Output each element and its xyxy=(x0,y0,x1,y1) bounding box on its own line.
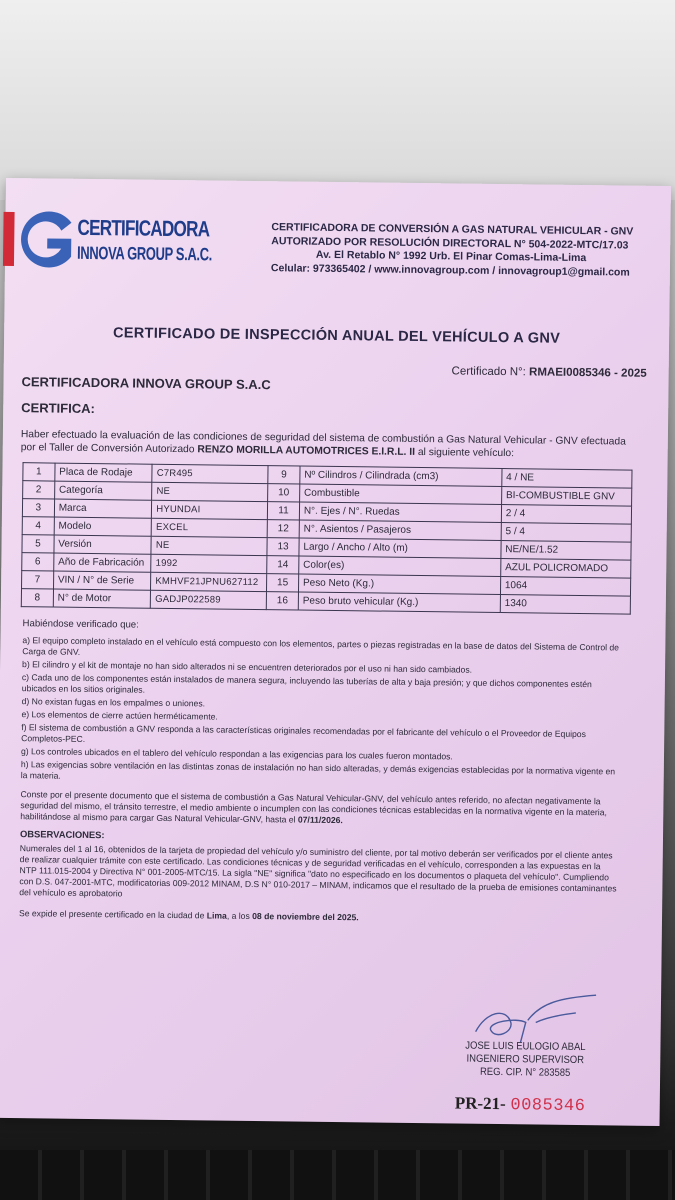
conditions-heading: Habiéndose verificado que: xyxy=(22,618,139,631)
field-value: 5 / 4 xyxy=(501,523,631,543)
field-value: BI-COMBUSTIBLE GNV xyxy=(501,487,631,507)
condition-item: g) Los controles ubicados en el tablero del vehículo respondan a las exigencias para los cuales fueron montados. xyxy=(20,746,453,762)
field-value: GADJP022589 xyxy=(151,590,267,609)
conste-paragraph xyxy=(20,789,620,829)
condition-item: f) El sistema de combustión a GNV responda a las características originales recomendadas por el fabricante del vehículo o el Proveedor de Equipos Completos-PEC. xyxy=(21,722,586,744)
certificate-number-label: Certificado N°: xyxy=(451,365,526,379)
header-address: Av. El Retablo N° 1992 Urb. El Pinar Comas-Lima-Lima xyxy=(315,248,587,265)
field-value: NE xyxy=(152,482,268,501)
field-value: C7R495 xyxy=(152,464,268,483)
header-line1: CERTIFICADORA DE CONVERSIÓN A GAS NATURAL VEHICULAR - GNV xyxy=(271,221,634,238)
field-value: 1340 xyxy=(500,595,630,615)
expide-text: Se expide el presente certificado en la ciudad de xyxy=(18,908,205,921)
field-label: Nº Cilindros / Cilindrada (cm3) xyxy=(300,466,502,486)
company-name: CERTIFICADORA INNOVA GROUP S.A.C xyxy=(21,374,271,393)
field-value: HYUNDAI xyxy=(152,500,268,519)
conste-date: 07/11/2026. xyxy=(297,814,343,826)
header-contact: Celular: 973365402 / www.innovagroup.com / innovagroup1@gmail.com xyxy=(270,261,630,279)
field-value: 4 / NE xyxy=(502,469,632,489)
condition-item: b) El cilindro y el kit de montaje no han sido alterados ni se encuentren deteriorados por el uso ni han sido cambiados. xyxy=(22,659,473,675)
field-label: VIN / N° de Serie xyxy=(53,571,151,590)
keyboard xyxy=(0,1150,675,1200)
row-number: 7 xyxy=(22,571,54,589)
field-label: Marca xyxy=(54,499,152,518)
signatory-role: INGENIERO SUPERVISOR xyxy=(466,1052,585,1067)
serial-number xyxy=(455,1093,586,1116)
document-title: CERTIFICADO DE INSPECCIÓN ANUAL DEL VEHÍCULO A GNV xyxy=(112,325,561,347)
condition-item: d) No existan fugas en los empalmes o uniones. xyxy=(21,696,206,709)
field-label: Peso bruto vehicular (Kg.) xyxy=(298,592,500,612)
field-label: Largo / Ancho / Alto (m) xyxy=(299,538,501,558)
field-label: Placa de Rodaje xyxy=(55,463,153,482)
row-number: 6 xyxy=(22,553,54,571)
certificate-document xyxy=(0,178,671,1126)
conditions-list xyxy=(21,635,623,788)
row-number: 14 xyxy=(267,556,299,574)
row-number: 15 xyxy=(267,574,299,592)
signatory-info xyxy=(453,1039,597,1080)
field-value: 1992 xyxy=(151,554,267,573)
ig-logo-mark-icon xyxy=(1,208,76,273)
intro-text: Haber efectuado la evaluación de las condiciones de seguridad del sistema de combustión a Gas Natural Vehicular - GNV efectuada por el Taller de Conversión Autorizado xyxy=(20,429,626,456)
row-number: 1 xyxy=(23,463,55,481)
conste-text: Conste por el presente documento que el sistema de combustión a Gas Natural Vehicular-GNV, del vehículo antes referido, no afectan negativamente la seguridad del mismo, el tránsito terrestre, el medio ambiente o incumplen con las condiciones técnicas establecidas en la normativa vigente en la materia, habilitándose al mismo para cargar Gas Natural Vehicular-GNV, hasta el xyxy=(20,789,607,825)
field-label: Modelo xyxy=(54,517,152,536)
header-line2: AUTORIZADO POR RESOLUCIÓN DIRECTORAL N° 504-2022-MTC/17.03 xyxy=(271,234,629,252)
logo-name-line1: CERTIFICADORA xyxy=(77,214,210,242)
certificate-number-value: RMAEI0085346 - 2025 xyxy=(528,366,647,380)
header-info xyxy=(271,221,632,279)
row-number: 8 xyxy=(21,589,53,607)
observaciones-text: Numerales del 1 al 16, obtenidos de la tarjeta de propiedad del vehículo y/o suministro del cliente, por tal motivo deberán ser verificados por el cliente antes de realizar cualquier trámite con este certificado. Las condiciones técnicas y de seguridad verificadas en el vehículo, corresponden a las expuestas en la NTP 111.015-2004 y Directiva N° 001-2005-MTC/15. La sigla "NE" significa "dato no especificado en los documentos o plaqueta del vehículo". Cumpliendo con D.S. 047-2001-MTC, modificatorias 009-2012 MINAM, D.S N° 010-2017 – MINAM, indicamos que el resultado de la prueba de emisiones contaminantes del vehículo es aprobatorio xyxy=(19,843,617,899)
logo-name-line2: INNOVA GROUP S.A.C. xyxy=(76,242,213,265)
intro-suffix: al siguiente vehículo: xyxy=(417,446,515,460)
field-label: N°. Ejes / N°. Ruedas xyxy=(299,502,501,522)
field-value: 2 / 4 xyxy=(501,505,631,525)
field-label: N°. Asientos / Pasajeros xyxy=(299,520,501,540)
row-number: 5 xyxy=(22,535,54,553)
field-label: Versión xyxy=(54,535,152,554)
expide-city: Lima xyxy=(206,910,227,921)
field-value: NE xyxy=(151,536,267,555)
field-value: KMHVF21JPNU627112 xyxy=(151,572,267,591)
field-value: 1064 xyxy=(500,577,630,597)
field-label: Categoría xyxy=(54,481,152,500)
row-number: 16 xyxy=(266,592,298,610)
condition-item: a) El equipo completo instalado en el vehículo está compuesto con los elementos, partes o piezas registradas en la base de datos del Sistema de Control de Carga de GNV. xyxy=(22,635,620,657)
intro-paragraph xyxy=(21,428,631,461)
expide-date: 08 de noviembre del 2025. xyxy=(252,911,359,923)
row-number: 4 xyxy=(22,517,54,535)
row-number: 13 xyxy=(267,538,299,556)
certifica-heading: CERTIFICA: xyxy=(21,400,95,417)
certificate-number xyxy=(452,365,647,379)
field-label: Color(es) xyxy=(299,556,501,576)
expide-mid: , a los xyxy=(226,910,250,921)
field-label: Año de Fabricación xyxy=(53,553,151,572)
row-number: 11 xyxy=(267,502,299,520)
intro-taller: RENZO MORILLA AUTOMOTRICES E.I.R.L. II xyxy=(197,444,416,458)
condition-item: c) Cada uno de los componentes están instalados de manera segura, incluyendo las tuberías de alta y baja presión; y que dichos componentes estén ubicados en los sitios originales. xyxy=(21,672,592,695)
expide-paragraph xyxy=(19,908,619,926)
signatory-reg: REG. CIP. N° 283585 xyxy=(479,1065,571,1079)
signature-block xyxy=(425,991,626,1103)
serial-prefix: PR-21- xyxy=(454,1093,506,1114)
company-logo xyxy=(1,208,213,280)
field-value: AZUL POLICROMADO xyxy=(500,559,630,579)
field-label: Combustible xyxy=(299,484,501,504)
background-wall xyxy=(0,0,675,200)
row-number: 10 xyxy=(268,484,300,502)
row-number: 2 xyxy=(23,481,55,499)
observaciones-title: OBSERVACIONES: xyxy=(19,828,105,841)
signatory-name: JOSE LUIS EULOGIO ABAL xyxy=(465,1039,586,1054)
conditions-section xyxy=(19,618,623,928)
field-value: EXCEL xyxy=(151,518,267,537)
vehicle-table xyxy=(21,462,633,614)
row-number: 3 xyxy=(22,499,54,517)
row-number: 12 xyxy=(267,520,299,538)
serial-value: 0085346 xyxy=(510,1096,586,1117)
field-label: N° de Motor xyxy=(53,589,151,608)
condition-item: h) Las exigencias sobre ventilación en las distintas zonas de instalación no han sido alteradas, y demás exigencias establecidas por la normativa vigente en la materia. xyxy=(20,759,616,781)
condition-item: e) Los elementos de cierre actúen herméticamente. xyxy=(21,709,218,722)
field-label: Peso Neto (Kg.) xyxy=(298,574,500,594)
row-number: 9 xyxy=(268,466,300,484)
field-value: NE/NE/1.52 xyxy=(501,541,631,561)
